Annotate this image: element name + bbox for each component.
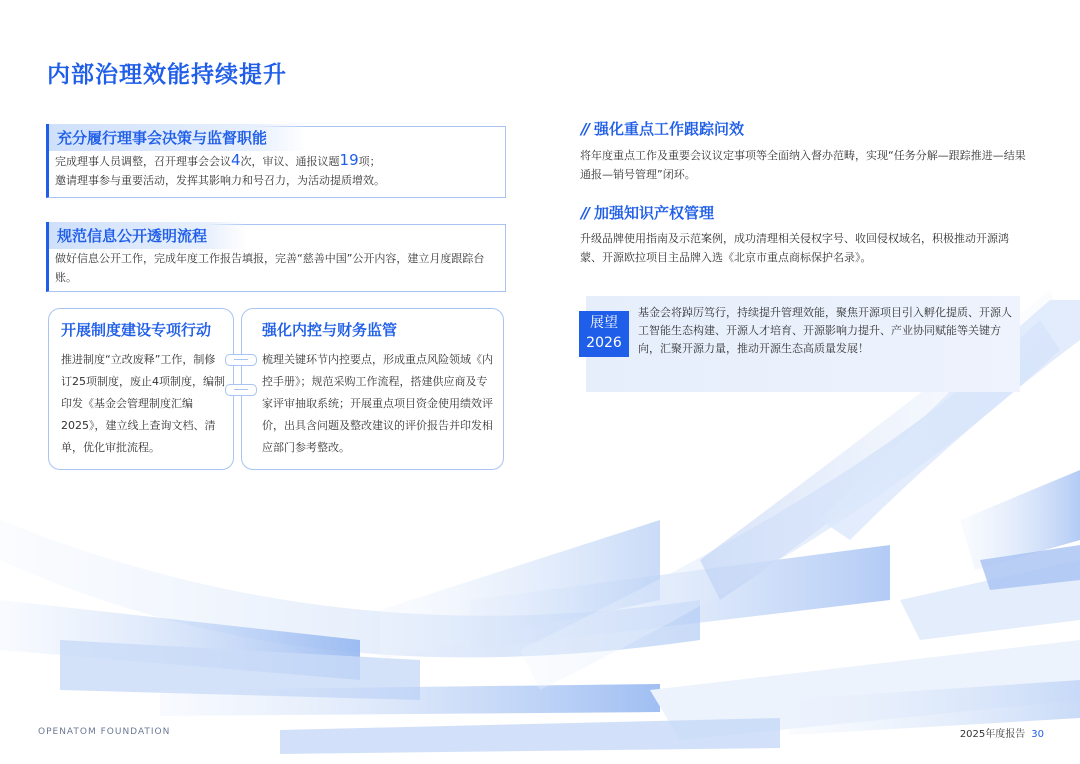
board-line-2: 邀请理事参与重要活动，发挥其影响力和号召力，为活动提质增效。 [55,174,385,187]
slash-decor-icon: // [581,120,588,138]
board-line-1b: 次，审议、通报议题 [240,155,340,168]
card-internal-control [241,308,504,470]
card-internal-control-title: 强化内控与财务监管 [262,321,398,339]
card-connector-top [225,354,257,366]
meeting-count: 4 [231,151,241,169]
section-board-governance-title: 充分履行理事会决策与监督职能 [46,124,307,151]
outlook-2026-box [586,296,1020,392]
right-heading-ip [581,202,714,223]
footer-report-title: 2025年度报告 [959,729,1026,740]
card-internal-control-text: 梳理关键环节内控要点，形成重点风险领域《内控手册》；规范采购工作流程，搭建供应商及专家评审抽取系统；开展重点项目资金使用绩效评价，出具含问题及整改建议的评价报告并印发相应部门参考整改。 [262,353,493,454]
outlook-badge-line1: 展望 [590,315,618,331]
page-title: 内部治理效能持续提升 [47,62,287,88]
section-info-disclosure-title: 规范信息公开透明流程 [46,222,247,249]
footer-org-name: OPENATOM FOUNDATION [38,727,171,737]
board-line-1a: 完成理事人员调整，召开理事会会议 [55,155,231,168]
section-info-disclosure-text: 做好信息公开工作，完成年度工作报告填报，完善“慈善中国”公开内容，建立月度跟踪台账。 [55,252,485,284]
right-heading-tracking-title: 强化重点工作跟踪问效 [593,120,744,138]
topic-count: 19 [339,151,359,169]
outlook-badge-line2: 2026 [586,335,622,351]
right-heading-tracking [581,118,744,139]
section-info-disclosure [46,224,506,292]
outlook-text: 基金会将踔厉笃行，持续提升管理效能，聚焦开源项目引入孵化提质、开源人工智能生态构建、开源人才培育、开源影响力提升、产业协同赋能等关键方向，汇聚开源力量，推动开源生态高质量发展！ [638,306,1012,355]
board-line-1 [55,151,499,171]
right-heading-ip-title: 加强知识产权管理 [593,204,714,222]
outlook-badge [579,311,629,357]
slash-decor-icon: // [581,204,588,222]
card-institution-building-text: 推进制度“立改废释”工作，制修订25项制度，废止4项制度，编制印发《基金会管理制度汇编2025》，建立线上查询文档、清单，优化审批流程。 [61,353,225,454]
section-board-governance [46,126,506,198]
card-institution-building [48,308,234,470]
right-text-tracking: 将年度重点工作及重要会议议定事项等全面纳入督办范畴，实现“任务分解—跟踪推进—结果通报—销号管理”闭环。 [580,149,1026,181]
footer-report [960,725,1044,740]
section-board-governance-text [55,151,499,190]
card-connector-bottom [225,384,257,396]
page-number: 30 [1031,729,1044,740]
board-line-1c: 项； [358,155,381,168]
right-text-ip: 升级品牌使用指南及示范案例，成功清理相关侵权字号、收回侵权域名，积极推动开源鸿蒙、开源欧拉项目主品牌入选《北京市重点商标保护名录》。 [580,232,1009,264]
card-institution-building-title: 开展制度建设专项行动 [61,321,212,339]
